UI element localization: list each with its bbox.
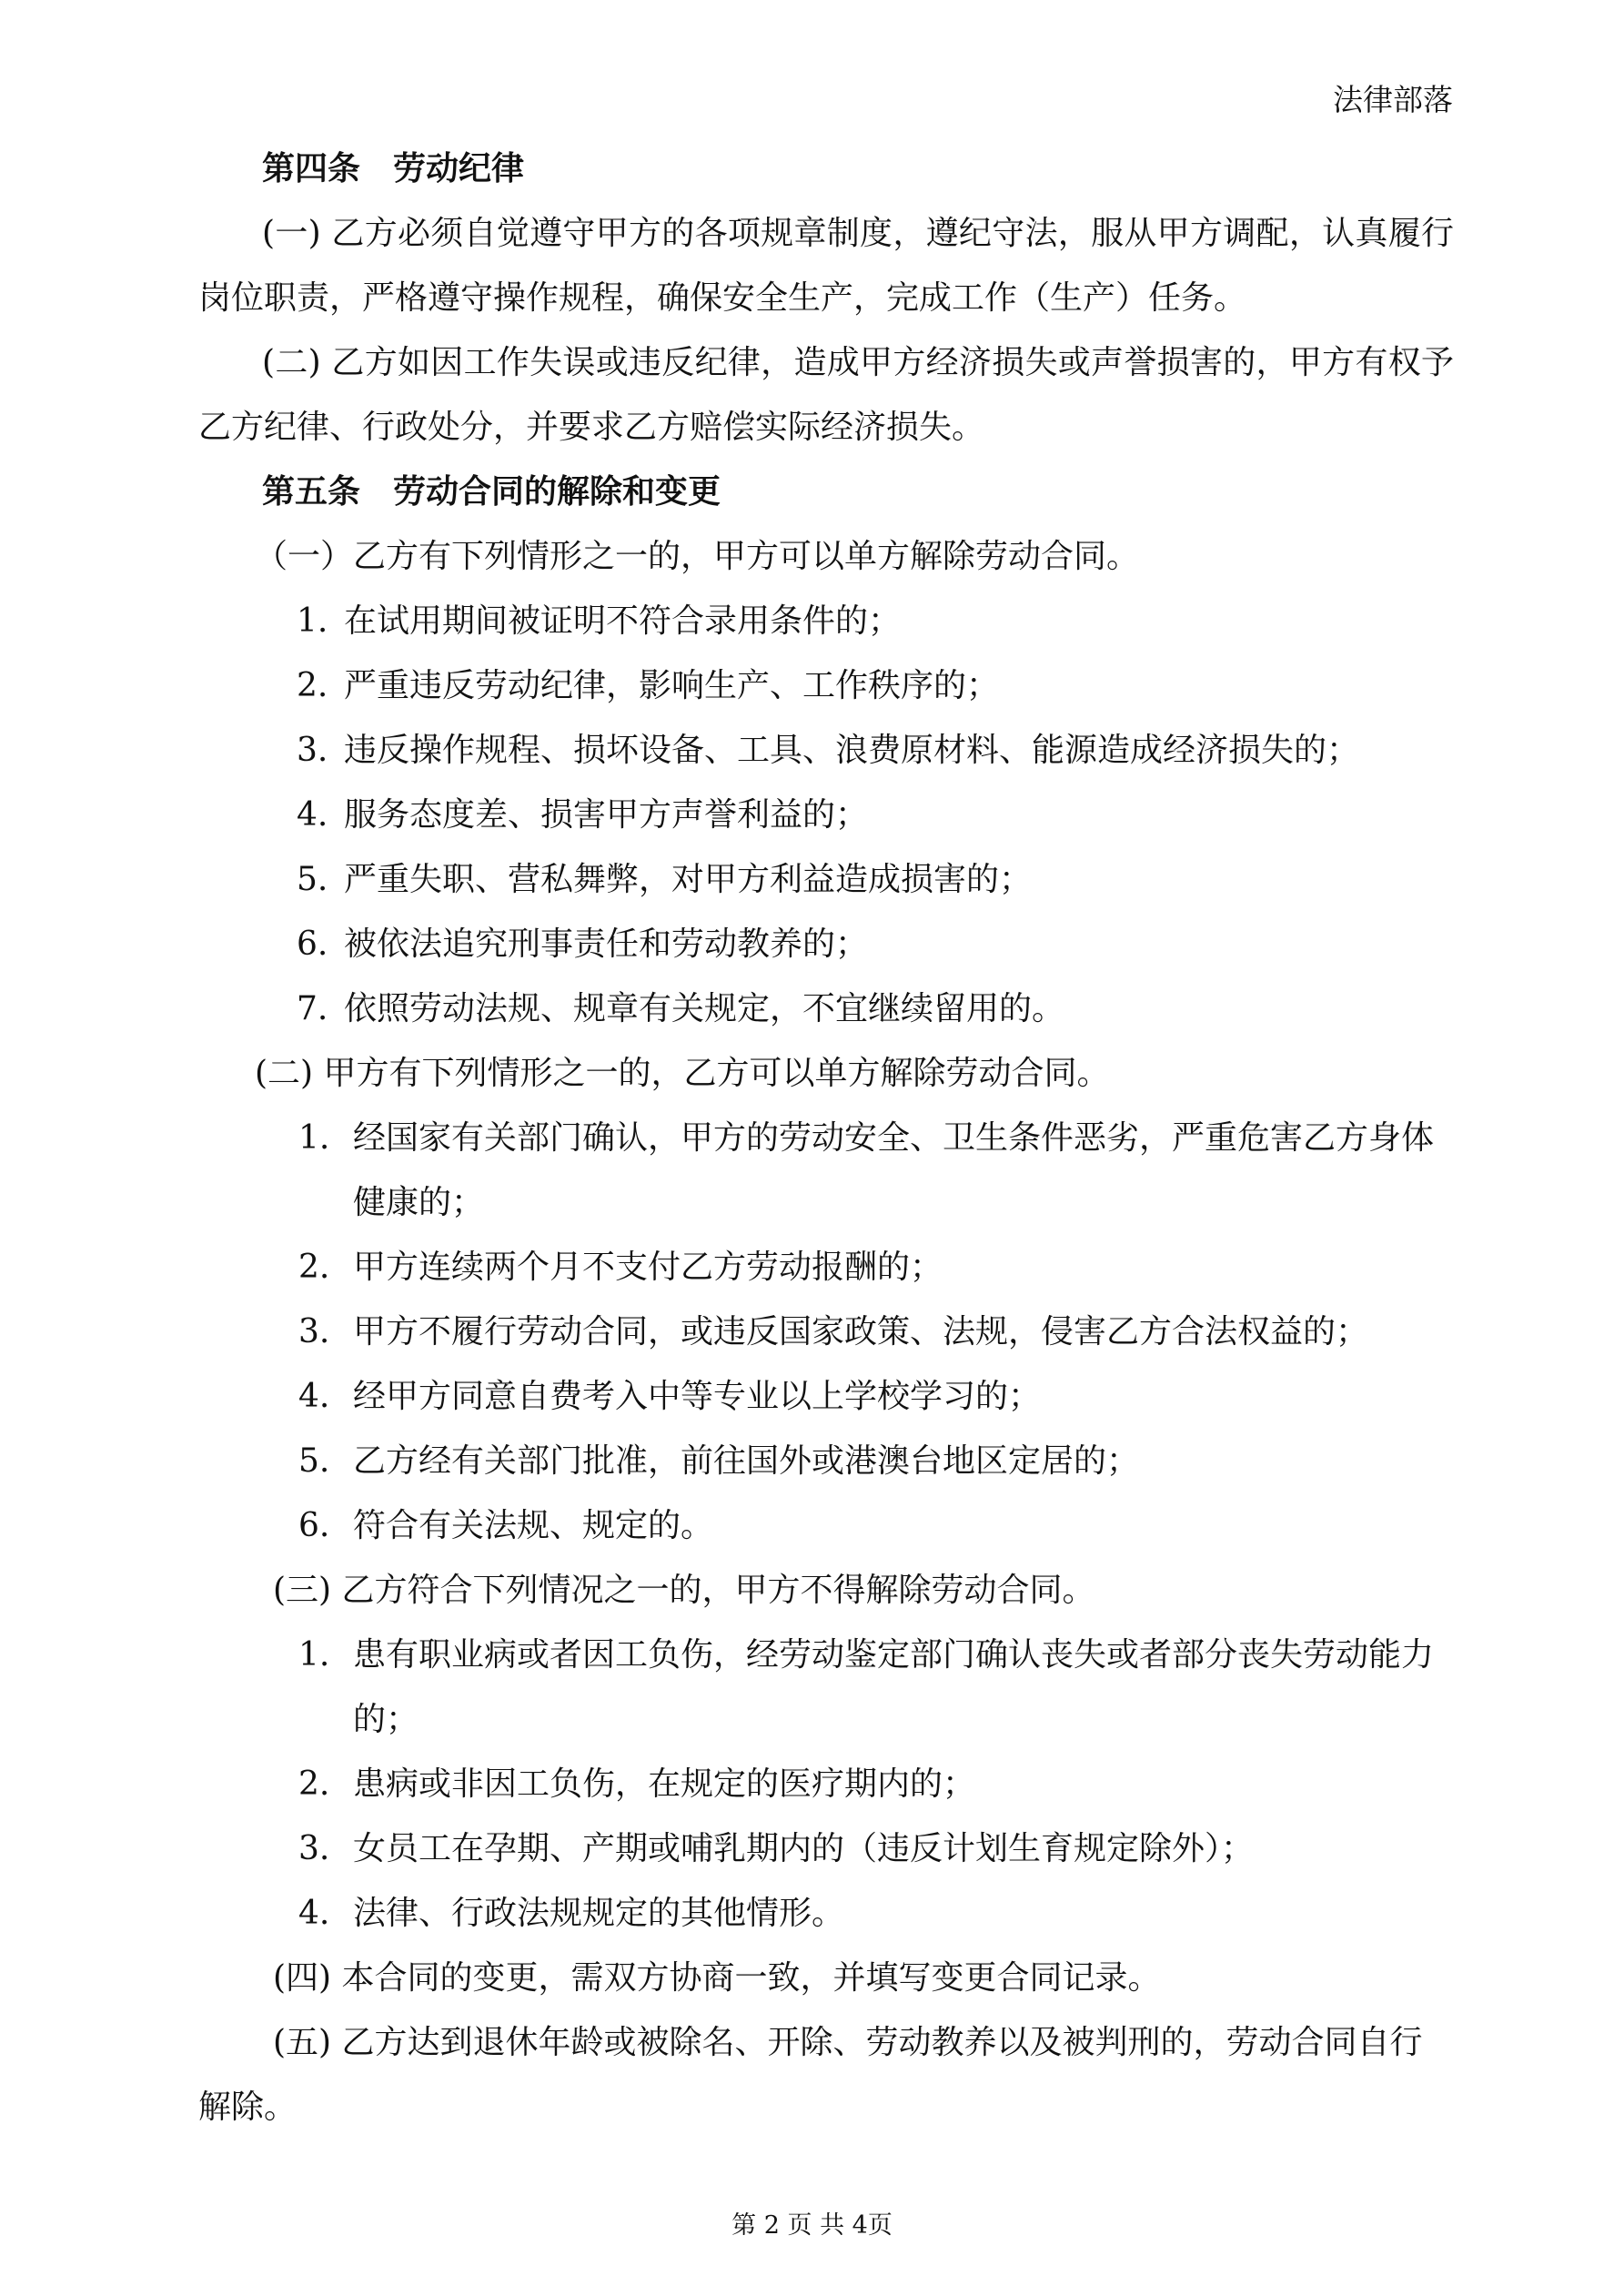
list-item: 2. 甲方连续两个月不支付乙方劳动报酬的； [298,1249,943,1286]
list-item: 1. 经国家有关部门确认，甲方的劳动安全、卫生条件恶劣，严重危害乙方身体健康的； [298,1119,1435,1221]
list-item: 3. 女员工在孕期、产期或哺乳期内的（违反计划生育规定除外）； [298,1830,1255,1867]
article-5-heading: 第五条 劳动合同的解除和变更 [262,473,721,511]
list-item: 1. 患有职业病或者因工负伤，经劳动鉴定部门确认丧失或者部分丧失劳动能力的； [298,1636,1435,1738]
list-item: 4. 法律、行政法规规定的其他情形。 [298,1895,845,1932]
article-4-paragraph-1: (一) 乙方必须自觉遵守甲方的各项规章制度，遵纪守法，服从甲方调配，认真履行岗位职责，严格遵守操作规程，确保安全生产，完成工作（生产）任务。 [198,215,1454,317]
list-item: 5. 严重失职、营私舞弊，对甲方利益造成损害的； [297,861,1033,898]
list-item: 6. 被依法追究刑事责任和劳动教养的； [297,925,869,963]
list-item: 5. 乙方经有关部门批准，前往国外或港澳台地区定居的； [298,1442,1140,1480]
list-item: 7. 依照劳动法规、规章有关规定，不宜继续留用的。 [297,990,1065,1027]
section-5-paragraph: (五) 乙方达到退休年龄或被除名、开除、劳动教养以及被判刑的，劳动合同自行解除。 [198,2024,1423,2126]
list-item: 1. 在试用期间被证明不符合录用条件的； [297,602,902,640]
section-1-title: （一）乙方有下列情形之一的，甲方可以单方解除劳动合同。 [255,538,1140,575]
article-4-paragraph-2: (二) 乙方如因工作失误或违反纪律，造成甲方经济损失或声誉损害的，甲方有权予乙方纪律、行政处分，并要求乙方赔偿实际经济损失。 [198,344,1454,446]
list-item: 2. 严重违反劳动纪律，影响生产、工作秩序的； [297,667,1000,704]
list-item: 3. 违反操作规程、损坏设备、工具、浪费原材料、能源造成经济损失的； [297,732,1360,769]
header-source: 法律部落 [1333,82,1453,117]
document-body [198,137,1454,2139]
list-item: 4. 服务态度差、损害甲方声誉利益的； [297,796,869,834]
list-item: 2. 患病或非因工负伤，在规定的医疗期内的； [298,1765,976,1803]
section-2-title: (二) 甲方有下列情形之一的，乙方可以单方解除劳动合同。 [255,1055,1110,1092]
list-item: 4. 经甲方同意自费考入中等专业以上学校学习的； [298,1378,1042,1415]
list-item: 6. 符合有关法规、规定的。 [298,1507,714,1544]
section-3-title: (三) 乙方符合下列情况之一的，甲方不得解除劳动合同。 [273,1572,1095,1609]
list-item: 3. 甲方不履行劳动合同，或违反国家政策、法规，侵害乙方合法权益的； [298,1313,1369,1350]
section-4-paragraph: (四) 本合同的变更，需双方协商一致，并填写变更合同记录。 [273,1959,1161,1997]
page-number: 第 2 页 共 4页 [731,2211,893,2240]
article-4-heading: 第四条 劳动纪律 [262,150,525,187]
